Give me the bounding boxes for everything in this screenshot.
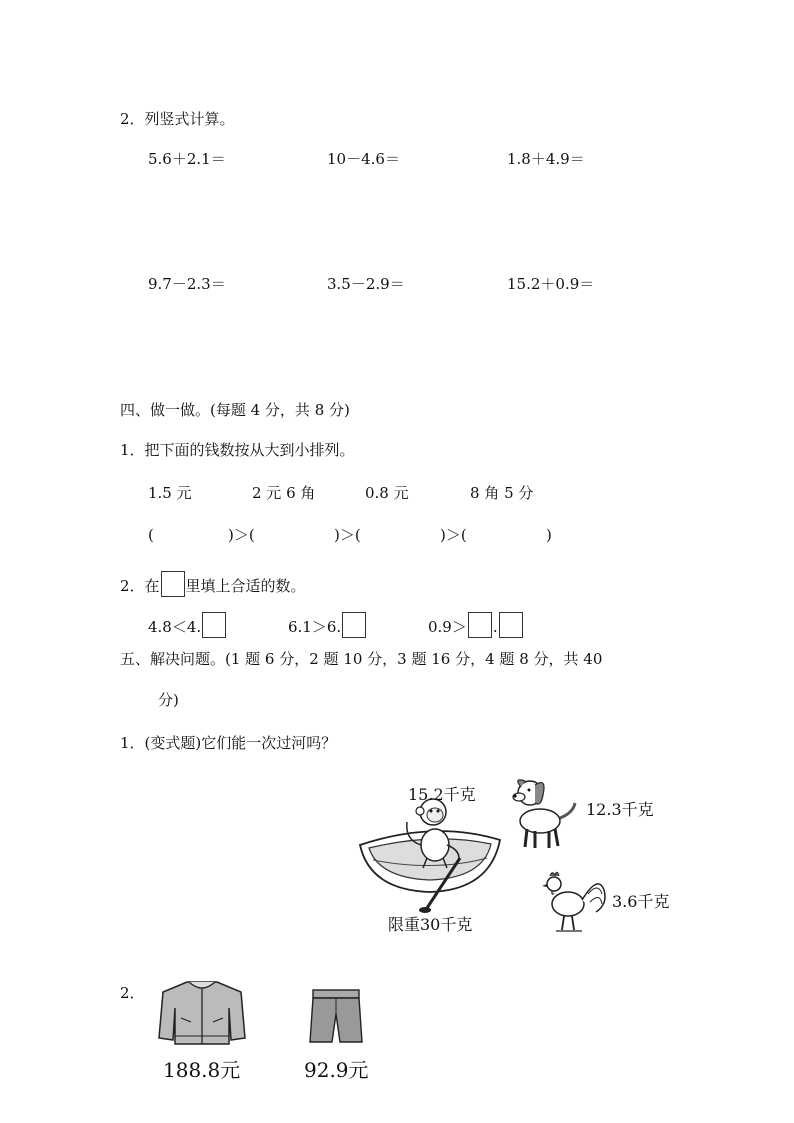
order-blank-sep-2: )＞(: [334, 526, 361, 544]
question-3-2-title: 2．列竖式计算。: [120, 110, 235, 128]
answer-box-2[interactable]: [342, 612, 366, 638]
dog-illustration: [505, 773, 580, 853]
answer-box-3a[interactable]: [468, 612, 492, 638]
order-blank-open: (: [148, 526, 154, 544]
order-blank-sep-1: )＞(: [228, 526, 255, 544]
section-5-title-line2: 分): [158, 691, 179, 709]
compare-1: [148, 612, 227, 638]
compare-2-left: 6.1＞6.: [288, 618, 342, 636]
money-3: 0.8 元: [365, 484, 409, 502]
order-blank-sep-3: )＞(: [440, 526, 467, 544]
equation-2: 10－4.6＝: [327, 150, 400, 168]
answer-box-sample: [161, 571, 185, 597]
boat-monkey-illustration: [355, 800, 515, 915]
shorts-price: 92.9元: [304, 1058, 369, 1082]
question-5-1-title: 1．(变式题)它们能一次过河吗？: [120, 734, 337, 752]
section-5-title-line1: 五、解决问题。(1 题 6 分，2 题 10 分，3 题 16 分，4 题 8 分，共 40: [120, 650, 603, 668]
compare-3-left: 0.9＞: [428, 618, 467, 636]
equation-6: 15.2＋0.9＝: [507, 275, 595, 293]
order-blank-close: ): [546, 526, 552, 544]
compare-2: [288, 612, 367, 638]
equation-4: 9.7－2.3＝: [148, 275, 226, 293]
boat-limit-label: 限重30千克: [388, 915, 473, 934]
question-5-2-number: 2．: [120, 984, 145, 1002]
money-1: 1.5 元: [148, 484, 192, 502]
rooster-weight-label: 3.6千克: [612, 892, 670, 911]
equation-1: 5.6＋2.1＝: [148, 150, 226, 168]
answer-box-3b[interactable]: [499, 612, 523, 638]
jacket-price: 188.8元: [163, 1058, 241, 1082]
money-2: 2 元 6 角: [252, 484, 316, 502]
jacket-illustration: [157, 978, 247, 1048]
section-4-title: 四、做一做。(每题 4 分，共 8 分): [120, 401, 350, 419]
compare-1-left: 4.8＜4.: [148, 618, 202, 636]
answer-box-1[interactable]: [202, 612, 226, 638]
question-4-1-title: 1．把下面的钱数按从大到小排列。: [120, 441, 355, 459]
money-4: 8 角 5 分: [470, 484, 534, 502]
dog-weight-label: 12.3千克: [586, 800, 654, 819]
shorts-illustration: [308, 988, 364, 1048]
equation-3: 1.8＋4.9＝: [507, 150, 585, 168]
compare-3: [428, 612, 524, 638]
compare-3-dot: .: [492, 618, 498, 636]
question-4-2-title: [120, 571, 306, 597]
question-4-2-prefix: 2．在: [120, 577, 160, 595]
monkey-weight-label: 15.2千克: [408, 785, 476, 804]
rooster-illustration: [538, 864, 608, 934]
question-4-2-suffix: 里填上合适的数。: [185, 577, 306, 595]
equation-5: 3.5－2.9＝: [327, 275, 405, 293]
